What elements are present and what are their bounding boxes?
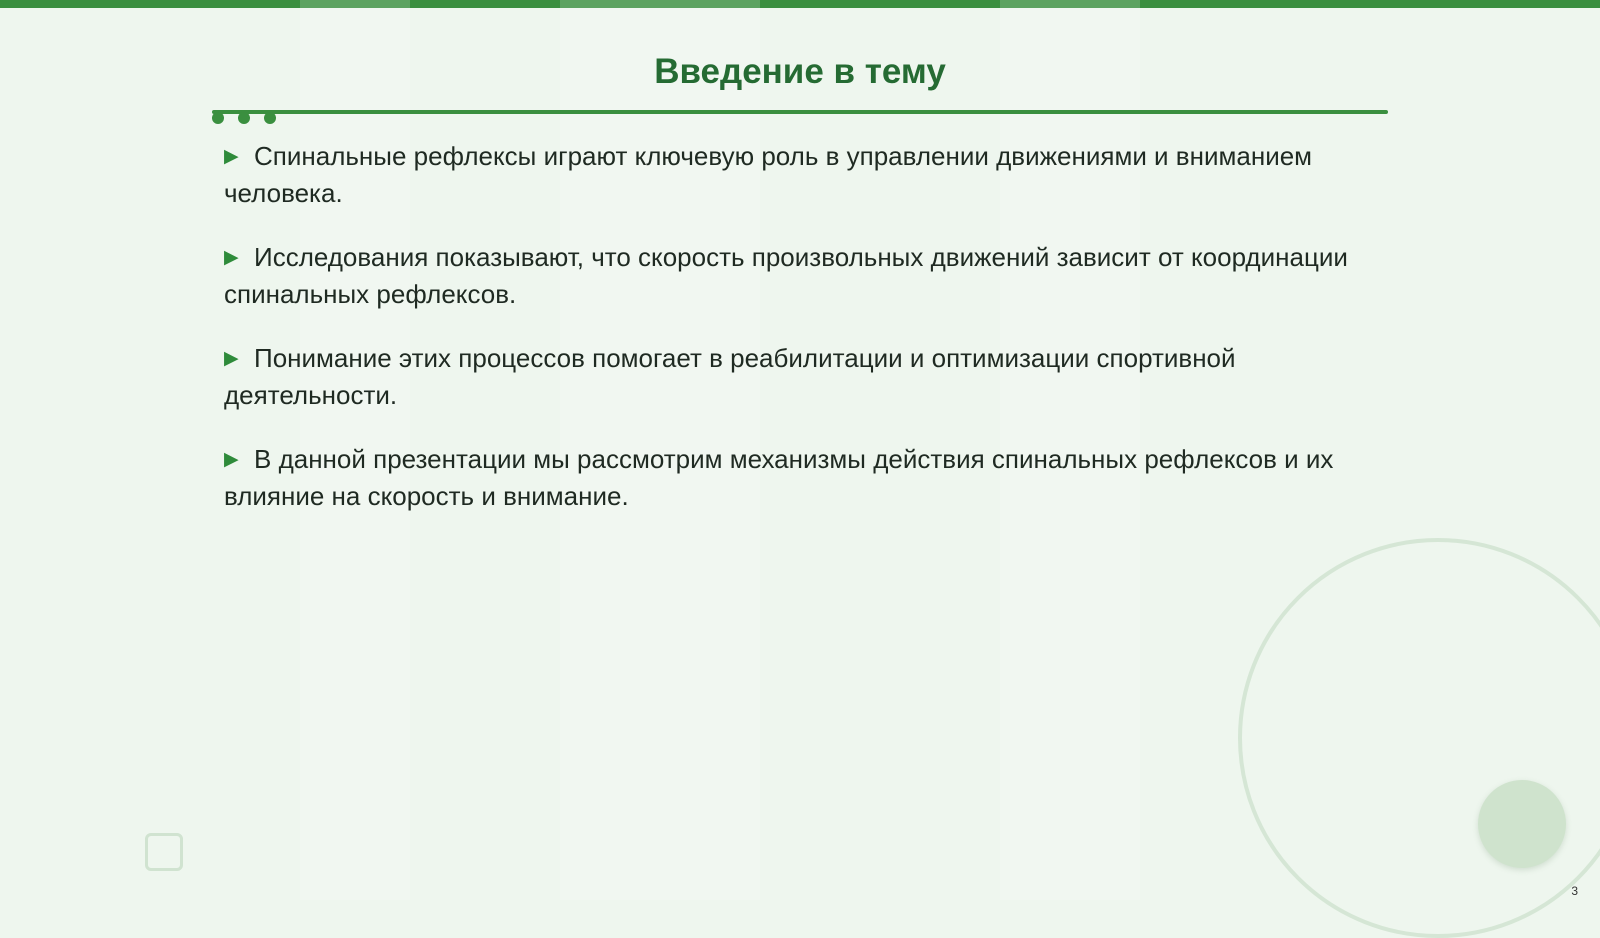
bullet-item (224, 239, 1384, 312)
bullet-text: В данной презентации мы рассмотрим механизмы действия спинальных рефлексов и их влияние на скорость и внимание. (224, 444, 1334, 511)
title-underline-dots (212, 112, 292, 126)
decorative-square (145, 833, 183, 871)
decorative-circle (1478, 780, 1566, 868)
decorative-dot (212, 112, 224, 124)
decorative-dot (238, 112, 250, 124)
top-accent-bar (0, 0, 1600, 8)
slide-title: Введение в тему (654, 52, 946, 91)
page-number: 3 (1571, 884, 1578, 898)
decorative-dot (264, 112, 276, 124)
decorative-ring (1238, 538, 1600, 938)
bullet-text: Исследования показывают, что скорость произвольных движений зависит от координации спинальных рефлексов. (224, 242, 1348, 309)
bullet-item (224, 340, 1384, 413)
right-triangle-icon: ▶ (224, 247, 239, 268)
bullet-text: Спинальные рефлексы играют ключевую роль в управлении движениями и вниманием человека. (224, 141, 1313, 208)
right-triangle-icon: ▶ (224, 449, 239, 470)
right-triangle-icon: ▶ (224, 348, 239, 369)
title-underline (212, 110, 1388, 114)
bullet-item (224, 441, 1384, 514)
bullet-list (224, 138, 1384, 542)
bullet-item (224, 138, 1384, 211)
right-triangle-icon: ▶ (224, 146, 239, 167)
bullet-text: Понимание этих процессов помогает в реабилитации и оптимизации спортивной деятельности. (224, 343, 1236, 410)
